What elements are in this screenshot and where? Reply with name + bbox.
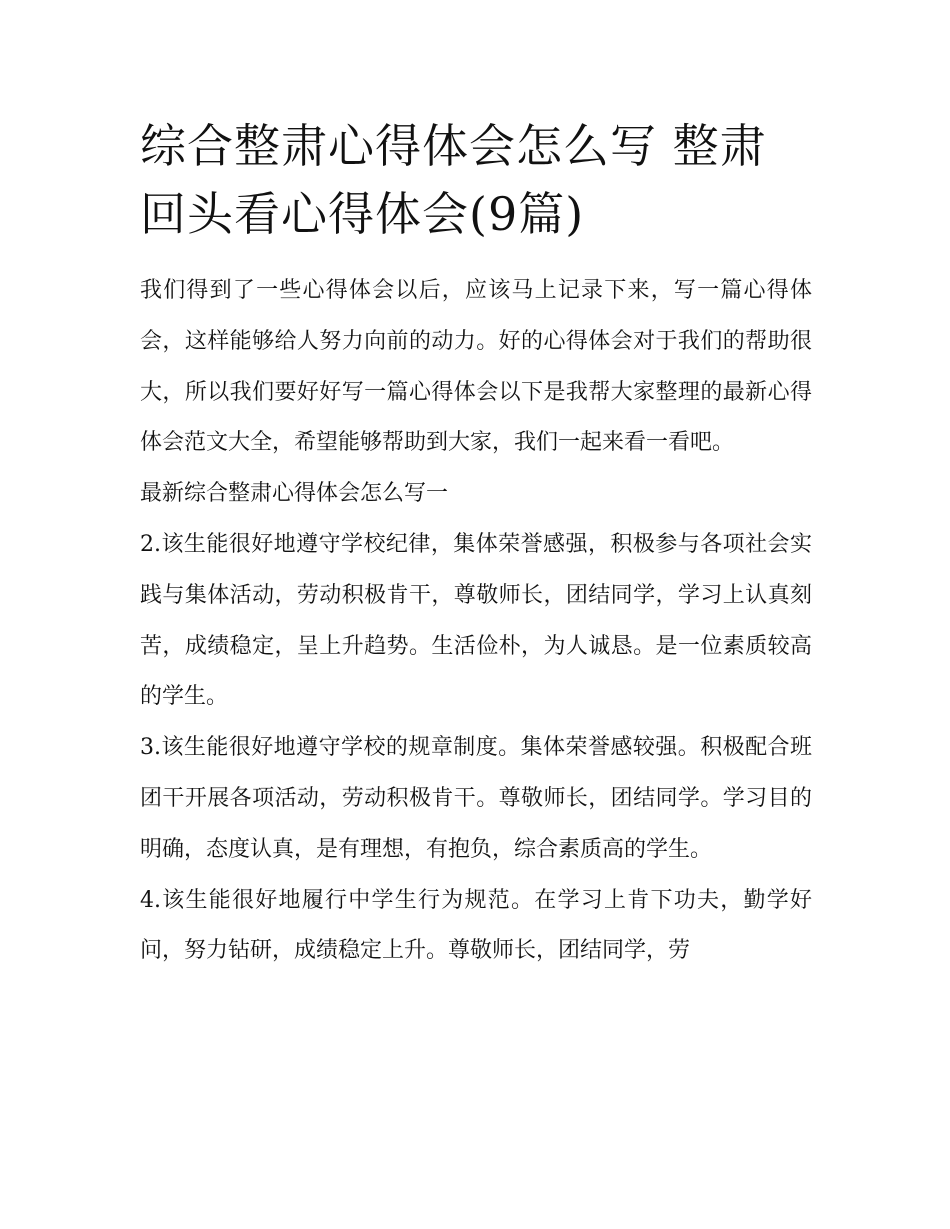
comment-paragraph-2: 2.该生能很好地遵守学校纪律，集体荣誉感强，积极参与各项社会实践与集体活动，劳动积极肯干，尊敬师长，团结同学，学习上认真刻苦，成绩稳定，呈上升趋势。生活俭朴，为人诚恳。是一位素质较高的学生。	[140, 531, 812, 710]
section-heading: 最新综合整肃心得体会怎么写一	[140, 481, 449, 507]
comment-paragraph-4: 4.该生能很好地履行中学生行为规范。在学习上肯下功夫，勤学好问，努力钻研，成绩稳定上升。尊敬师长，团结同学，劳	[140, 887, 812, 964]
intro-paragraph: 我们得到了一些心得体会以后，应该马上记录下来，写一篇心得体会，这样能够给人努力向前的动力。好的心得体会对于我们的帮助很大，所以我们要好好写一篇心得体会以下是我帮大家整理的最新心得体会范文大全，希望能够帮助到大家，我们一起来看一看吧。	[140, 278, 812, 456]
document-body	[140, 266, 812, 977]
document-content	[140, 112, 812, 977]
document-title: 综合整肃心得体会怎么写 整肃回头看心得体会(9篇)	[140, 119, 767, 241]
comment-paragraph-3: 3.该生能很好地遵守学校的规章制度。集体荣誉感较强。积极配合班团干开展各项活动，劳动积极肯干。尊敬师长，团结同学。学习目的明确，态度认真，是有理想，有抱负，综合素质高的学生。	[140, 735, 812, 862]
